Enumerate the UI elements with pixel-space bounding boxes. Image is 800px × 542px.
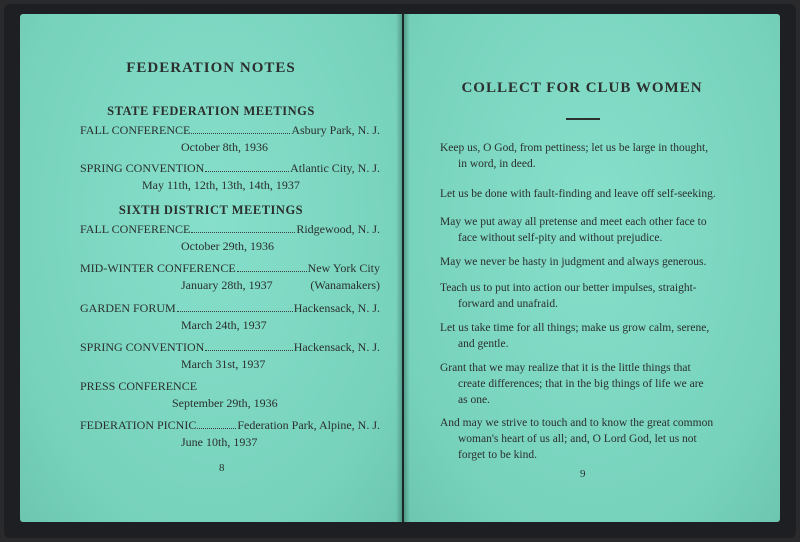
- text-line: May we never be hasty in judgment and always generous.: [440, 256, 707, 268]
- meeting-name: FALL CONFERENCE: [80, 123, 191, 137]
- page-title: COLLECT FOR CLUB WOMEN: [461, 80, 703, 96]
- page-title: FEDERATION NOTES: [126, 60, 296, 76]
- text-line: May we put away all pretense and meet each other face to: [440, 216, 707, 228]
- text-line: forget to be kind.: [458, 449, 537, 461]
- text-line: Let us be done with fault-finding and leave off self-seeking.: [440, 188, 716, 200]
- meeting-location: Hackensack, N. J.: [293, 301, 380, 315]
- text-line: in word, in deed.: [458, 158, 536, 170]
- right-page: [404, 14, 780, 522]
- meeting-date: May 11th, 12th, 13th, 14th, 1937: [142, 178, 300, 192]
- meeting-location: Atlantic City, N. J.: [290, 161, 380, 175]
- meeting-entry: [80, 221, 380, 255]
- meeting-entry: [80, 417, 380, 451]
- prayer-paragraph: [440, 320, 730, 352]
- meeting-location: Hackensack, N. J.: [293, 340, 380, 354]
- text-line: Keep us, O God, from pettiness; let us be large in thought,: [440, 142, 709, 154]
- text-line: and gentle.: [458, 338, 509, 350]
- page-number: 8: [219, 462, 225, 474]
- meeting-name: MID-WINTER CONFERENCE: [80, 261, 236, 275]
- meeting-location: Ridgewood, N. J.: [296, 222, 380, 236]
- prayer-paragraph: [440, 140, 730, 172]
- meeting-entry: [80, 260, 380, 294]
- text-line: face without self-pity and without prejudice.: [458, 232, 663, 244]
- title-rule: [566, 118, 600, 120]
- meeting-date: March 31st, 1937: [181, 357, 266, 371]
- meeting-date: September 29th, 1936: [172, 396, 278, 410]
- meeting-name: PRESS CONFERENCE: [80, 379, 198, 393]
- meeting-name: FALL CONFERENCE: [80, 222, 191, 236]
- text-line: And may we strive to touch and to know the great common: [440, 417, 714, 429]
- meeting-date: March 24th, 1937: [181, 318, 267, 332]
- meeting-location: New York City: [307, 261, 380, 275]
- meeting-date: October 8th, 1936: [181, 140, 268, 154]
- meeting-location: Federation Park, Alpine, N. J.: [237, 418, 380, 432]
- text-line: woman's heart of us all; and, O Lord God, let us not: [458, 433, 697, 445]
- meeting-entry: [80, 339, 380, 373]
- meeting-location: Asbury Park, N. J.: [291, 123, 380, 137]
- page-number: 9: [580, 468, 586, 480]
- text-line: Let us take time for all things; make us grow calm, serene,: [440, 322, 710, 334]
- meeting-note: (Wanamakers): [310, 278, 380, 292]
- meeting-name: SPRING CONVENTION: [80, 161, 205, 175]
- section-heading-district: SIXTH DISTRICT MEETINGS: [118, 203, 304, 217]
- meeting-date: June 10th, 1937: [181, 435, 258, 449]
- meeting-name: FEDERATION PICNIC: [80, 418, 197, 432]
- text-line: create differences; that in the big things of life we are: [458, 378, 704, 390]
- left-page: [20, 14, 402, 522]
- text-line: Grant that we may realize that it is the little things that: [440, 362, 691, 374]
- text-line: as one.: [458, 394, 490, 406]
- section-heading-state: STATE FEDERATION MEETINGS: [107, 104, 315, 118]
- prayer-paragraph: [440, 254, 730, 270]
- meeting-name: GARDEN FORUM: [80, 301, 176, 315]
- meeting-date: January 28th, 1937: [181, 278, 273, 292]
- meeting-entry: [80, 300, 380, 334]
- text-line: Teach us to put into action our better impulses, straight-: [440, 282, 697, 294]
- prayer-paragraph: [440, 360, 730, 408]
- meeting-entry: [80, 160, 380, 194]
- meeting-entry: [80, 378, 380, 412]
- text-line: forward and unafraid.: [458, 298, 558, 310]
- prayer-paragraph: [440, 415, 730, 463]
- meeting-entry: [80, 122, 380, 156]
- prayer-paragraph: [440, 186, 730, 202]
- prayer-paragraph: [440, 280, 730, 312]
- meeting-date: October 29th, 1936: [181, 239, 274, 253]
- book-gutter: [396, 14, 410, 522]
- meeting-name: SPRING CONVENTION: [80, 340, 205, 354]
- prayer-paragraph: [440, 214, 730, 246]
